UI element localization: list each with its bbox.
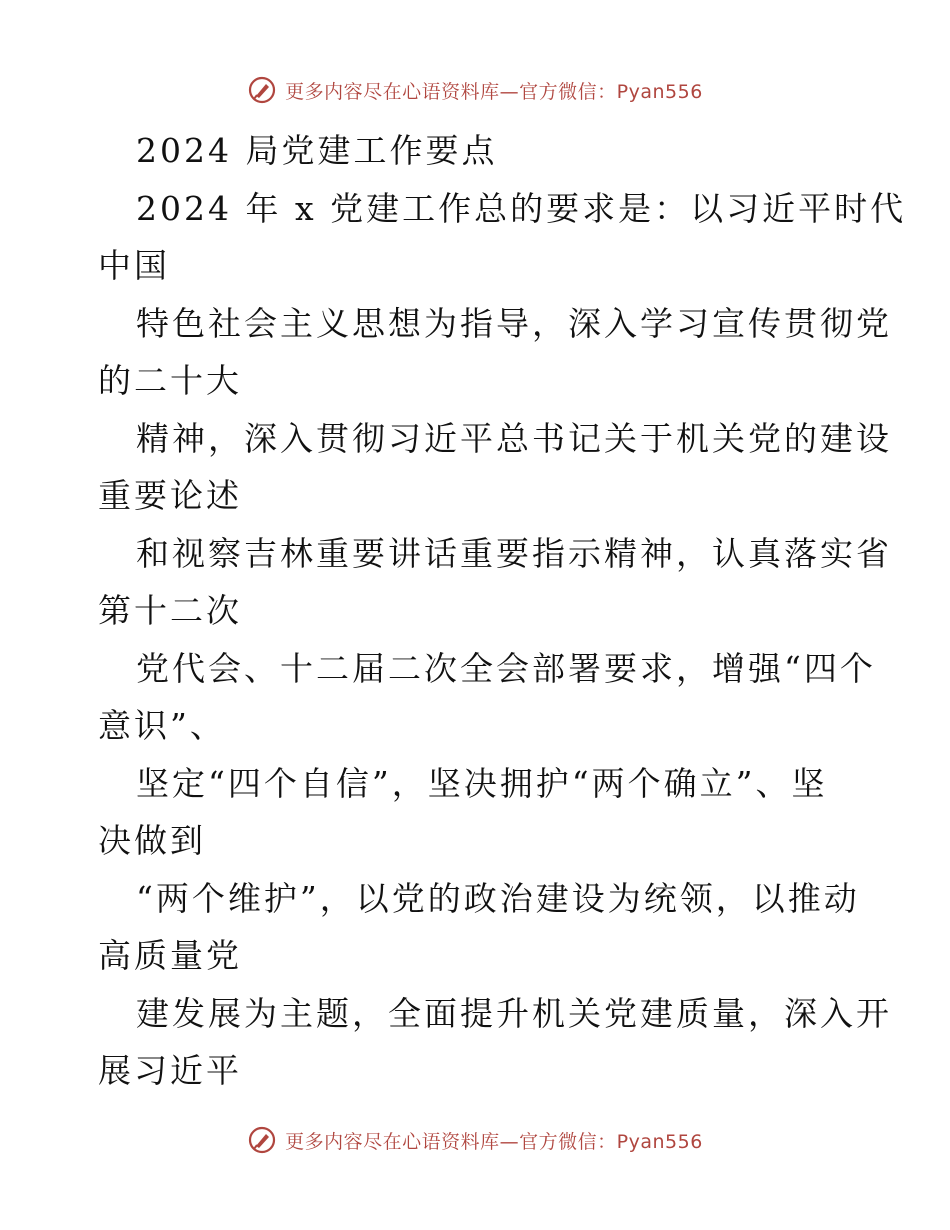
document-body	[98, 122, 907, 1100]
watermark-text: 更多内容尽在心语资料库—官方微信：Pyan556	[285, 1130, 703, 1153]
text-line: 意识”、	[98, 706, 226, 745]
text-line: 建发展为主题，全面提升机关党建质量，深入开	[136, 993, 892, 1033]
header-watermark	[0, 70, 950, 110]
text-line: 高质量党	[98, 936, 242, 975]
text-line: 重要论述	[98, 476, 242, 515]
text-line: 决做到	[98, 821, 206, 860]
text-line: 坚定“四个自信”，坚决拥护“两个确立”、坚	[136, 763, 828, 803]
text-line: 展习近平	[98, 1051, 242, 1090]
text-line: “两个维护”，以党的政治建设为统领，以推动	[136, 878, 860, 918]
text-line: 特色社会主义思想为指导，深入学习宣传贯彻党	[136, 303, 892, 343]
watermark-text: 更多内容尽在心语资料库—官方微信：Pyan556	[285, 80, 703, 103]
pen-nib-logo-icon	[247, 1125, 277, 1155]
text-line: 中国	[98, 246, 170, 285]
text-line: 和视察吉林重要讲话重要指示精神，认真落实省	[136, 533, 892, 573]
text-line: 2024 局党建工作要点	[136, 131, 498, 170]
text-line: 的二十大	[98, 361, 242, 400]
footer-watermark	[0, 1120, 950, 1160]
pen-nib-logo-icon	[247, 75, 277, 105]
text-line: 精神，深入贯彻习近平总书记关于机关党的建设	[136, 418, 892, 458]
text-line: 2024 年 x 党建工作总的要求是：以习近平时代	[136, 188, 907, 228]
text-line: 党代会、十二届二次全会部署要求，增强“四个	[136, 648, 876, 688]
text-line: 第十二次	[98, 591, 242, 630]
